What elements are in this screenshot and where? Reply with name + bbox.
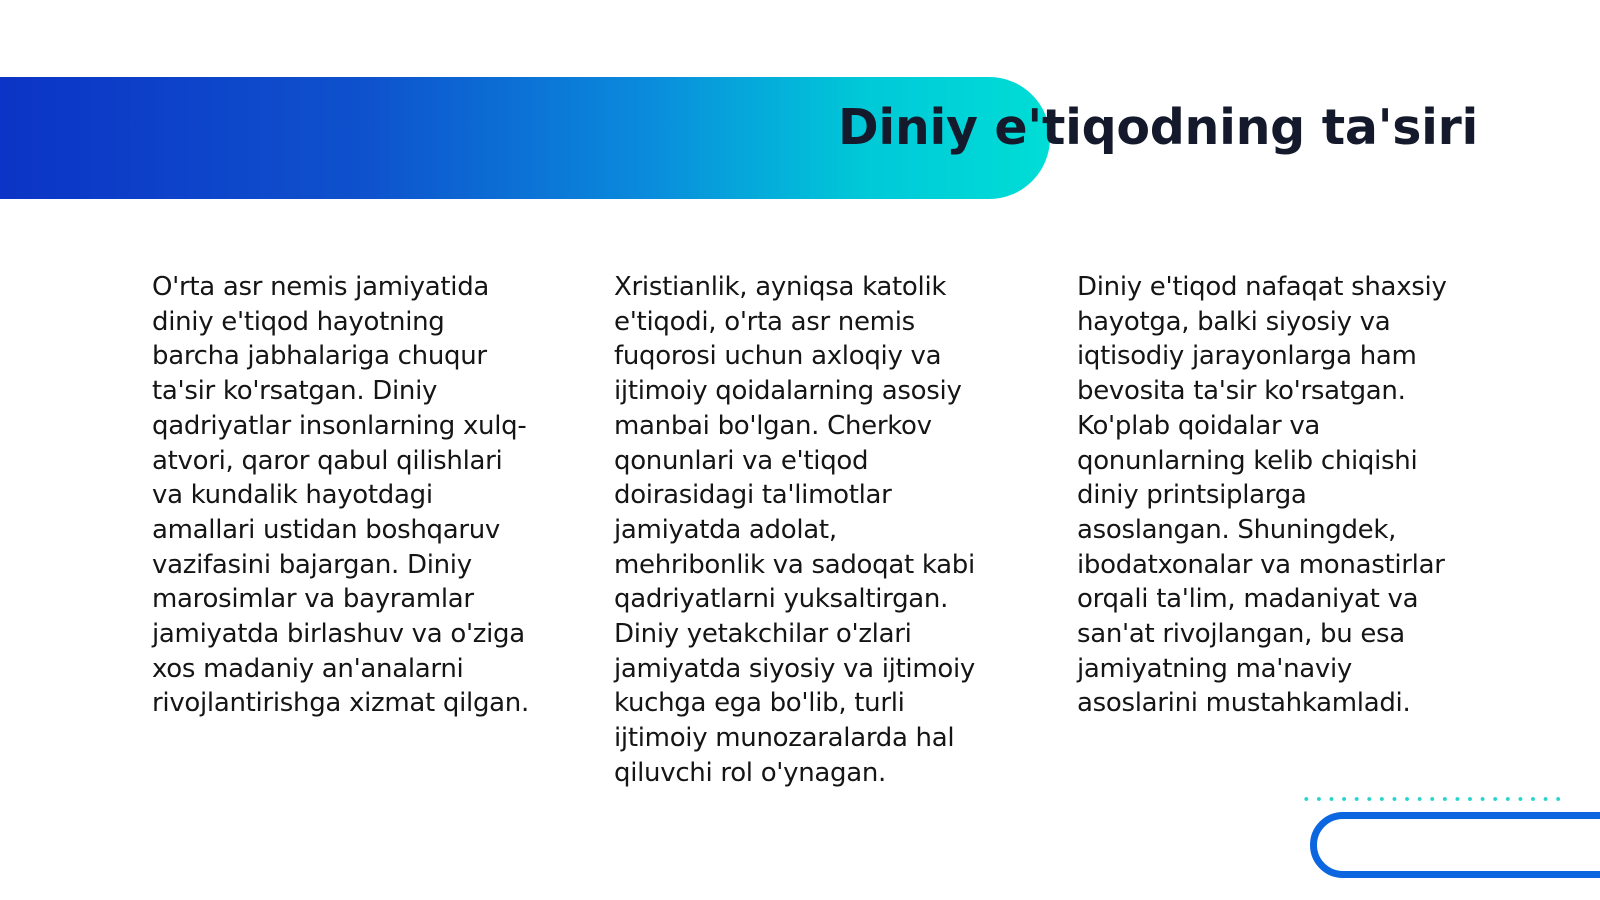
slide-title: Diniy e'tiqodning ta'siri xyxy=(838,99,1479,156)
text-column-2: Xristianlik, ayniqsa katolik e'tiqodi, o'rta asr nemis fuqorosi uchun axloqiy va ijtimoiy qoidalarning asosiy manbai bo'lgan. Cherkov qonunlari va e'tiqod doirasidagi ta'limotlar jamiyatda adolat, mehribonlik va sadoqat kabi qadriyatlarni yuksaltirgan. Diniy yetakchilar o'zlari jamiyatda siyosiy va ijtimoiy kuchga ega bo'lib, turli ijtimoiy munozaralarda hal qiluvchi rol o'ynagan. xyxy=(614,272,976,788)
decorative-dot-row xyxy=(1300,797,1565,801)
text-column-3: Diniy e'tiqod nafaqat shaxsiy hayotga, balki siyosiy va iqtisodiy jarayonlarga ham bevosita ta'sir ko'rsatgan. Ko'plab qoidalar va qonunlarning kelib chiqishi diniy printsiplarga asoslangan. Shuningdek, ibodatxonalar va monastirlar orqali ta'lim, madaniyat va san'at rivojlangan, bu esa jamiyatning ma'naviy asoslarini mustahkamladi. xyxy=(1077,272,1447,719)
text-column-1: O'rta asr nemis jamiyatida diniy e'tiqod hayotning barcha jabhalariga chuqur ta'sir ko'rsatgan. Diniy qadriyatlar insonlarning xulq-atvori, qaror qabul qilishlari va kundalik hayotdagi amallari ustidan boshqaruv vazifasini bajargan. Diniy marosimlar va bayramlar jamiyatda birlashuv va o'ziga xos madaniy an'analarni rivojlantirishga xizmat qilgan. xyxy=(152,272,529,719)
decorative-pill-outline xyxy=(1310,812,1600,878)
